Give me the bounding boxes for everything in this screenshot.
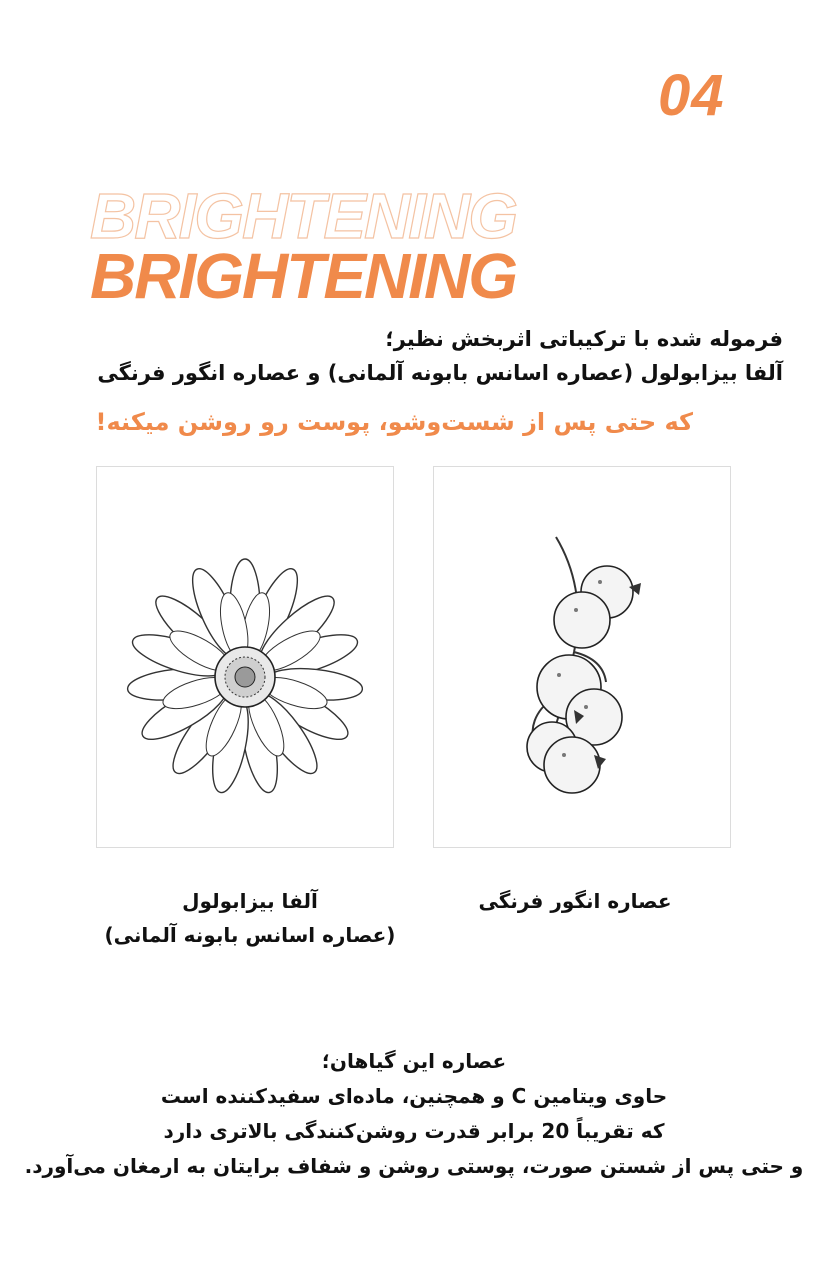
heading-solid: BRIGHTENING — [90, 240, 516, 312]
chamomile-flower-icon — [97, 467, 393, 847]
description-text — [10, 1044, 818, 1184]
description-line-1: عصاره این گیاهان؛ — [321, 1049, 507, 1073]
caption-chamomile — [90, 884, 410, 952]
chamomile-panel — [96, 466, 394, 848]
intro-text — [43, 322, 783, 390]
intro-line-1: فرموله شده با ترکیباتی اثربخش نظیر؛ — [385, 327, 783, 351]
caption-chamomile-name: آلفا بیزابولول — [182, 889, 318, 913]
caption-chamomile-detail: (عصاره اسانس بابونه آلمانی) — [104, 923, 396, 947]
description-line-3: که تقریباً 20 برابر قدرت روشن‌کنندگی بالاتری دارد — [163, 1119, 665, 1143]
description-line-4: و حتی پس از شستن صورت، پوستی روشن و شفاف برایتان به ارمغان می‌آورد. — [24, 1154, 804, 1178]
blackcurrant-icon — [434, 467, 730, 847]
intro-line-2: آلفا بیزابولول (عصاره اسانس بابونه آلمانی) و عصاره انگور فرنگی — [97, 361, 783, 385]
highlight-text: که حتی پس از شست‌وشو، پوست رو روشن میکنه! — [95, 408, 693, 436]
caption-blackcurrant-name: عصاره انگور فرنگی — [478, 889, 672, 913]
caption-blackcurrant — [440, 884, 710, 918]
page-number: 04 — [658, 63, 725, 128]
heading-outline: BRIGHTENING — [90, 180, 516, 252]
description-line-2: حاوی ویتامین C و همچنین، ماده‌ای سفیدکننده است — [160, 1084, 668, 1108]
blackcurrant-panel — [433, 466, 731, 848]
